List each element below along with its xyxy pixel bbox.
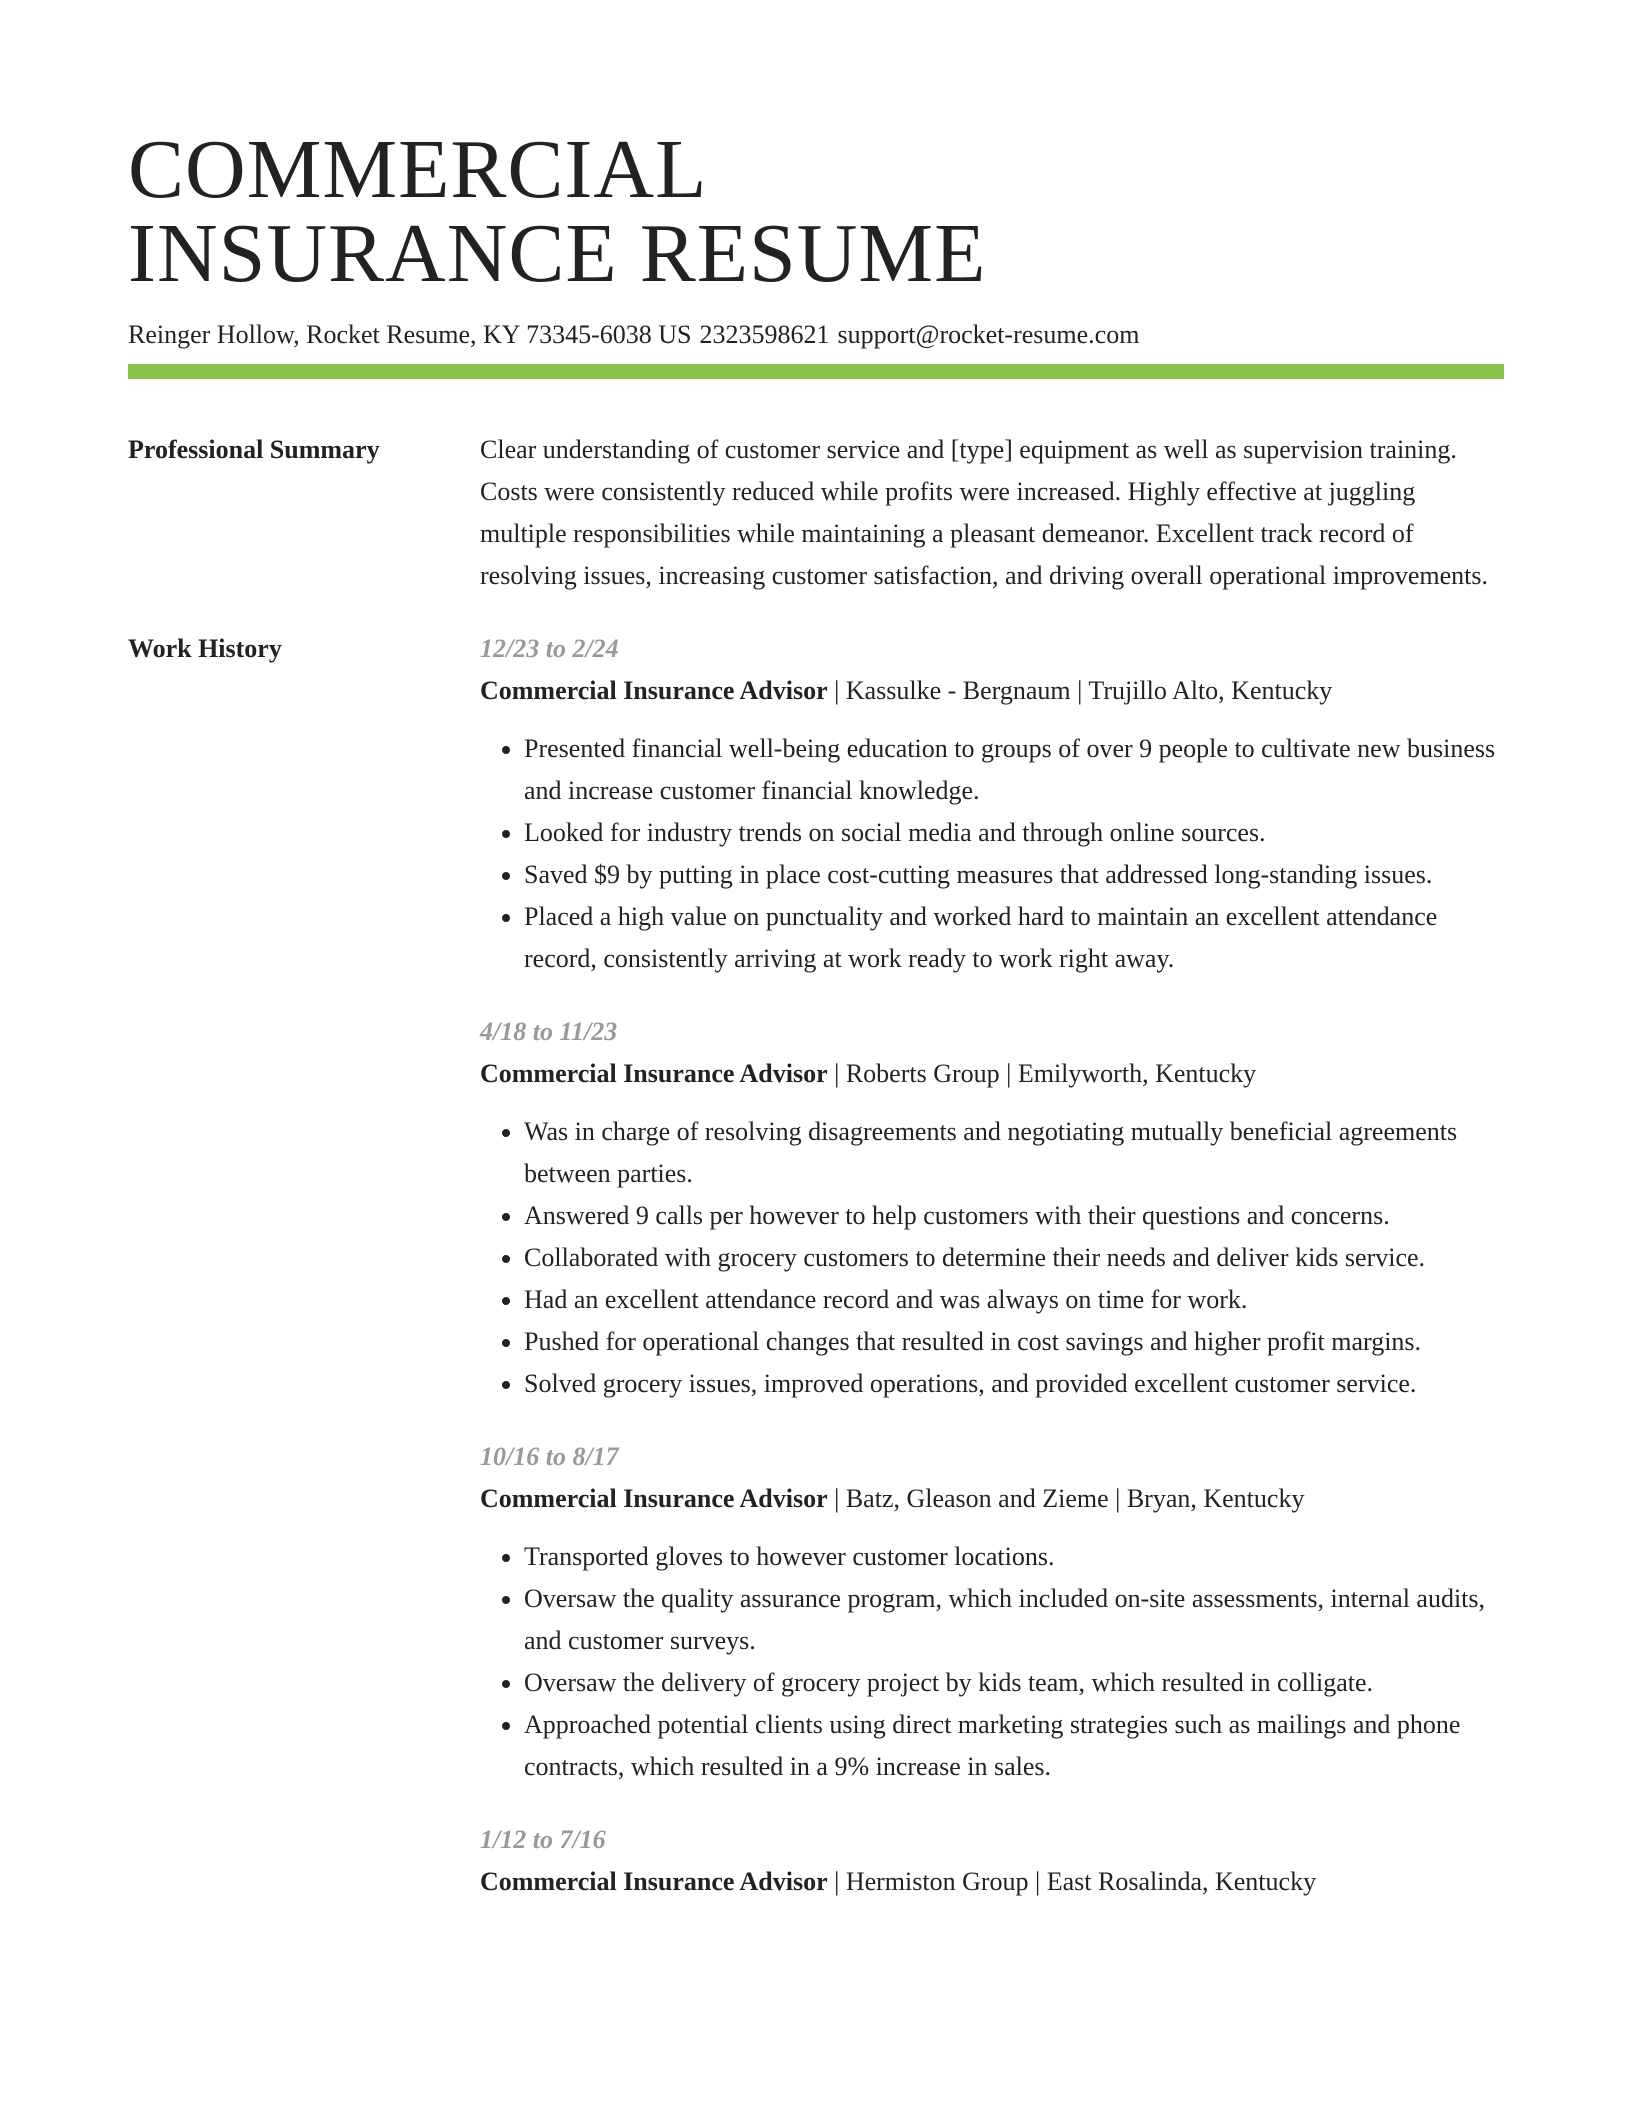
job-employer-location: | Kassulke - Bergnaum | Trujillo Alto, Kentucky — [827, 676, 1333, 705]
job-entry — [480, 628, 1504, 980]
professional-summary-section — [128, 429, 1504, 597]
job-title: Commercial Insurance Advisor — [480, 676, 828, 705]
job-heading — [480, 1053, 1504, 1095]
job-bullets — [480, 1111, 1504, 1405]
job-bullet: • Placed a high value on punctuality and worked hard to maintain an excellent attendance record, consistently arriving at work ready to work right away. — [524, 896, 1504, 980]
job-bullet: • Oversaw the quality assurance program, which included on-site assessments, internal audits, and customer surveys. — [524, 1578, 1504, 1662]
job-entry — [480, 1011, 1504, 1405]
job-title: Commercial Insurance Advisor — [480, 1484, 828, 1513]
job-title: Commercial Insurance Advisor — [480, 1867, 828, 1896]
job-bullet: • Looked for industry trends on social media and through online sources. — [524, 812, 1504, 854]
job-dates: 4/18 to 11/23 — [480, 1017, 618, 1046]
job-dates: 10/16 to 8/17 — [480, 1442, 619, 1471]
job-bullets — [480, 728, 1504, 980]
job-bullets — [480, 1536, 1504, 1788]
summary-text: Clear understanding of customer service and [type] equipment as well as supervision training. Costs were consistently reduced while profits were increased. Highly effective at juggling multiple responsibilities while maintaining a pleasant demeanor. Excellent track record of resolving issues, increasing customer satisfaction, and driving overall operational improvements. — [480, 435, 1488, 590]
section-label-work-history: Work History — [128, 634, 282, 663]
job-entry — [480, 1436, 1504, 1788]
contact-phone: 2323598621 — [699, 320, 830, 349]
job-dates: 12/23 to 2/24 — [480, 634, 619, 663]
job-bullet: • Answered 9 calls per however to help customers with their questions and concerns. — [524, 1195, 1504, 1237]
work-history-section — [128, 628, 1504, 1934]
job-bullet: • Transported gloves to however customer locations. — [524, 1536, 1504, 1578]
job-bullet: • Was in charge of resolving disagreements and negotiating mutually beneficial agreements between parties. — [524, 1111, 1504, 1195]
job-bullet: • Had an excellent attendance record and was always on time for work. — [524, 1279, 1504, 1321]
contact-address: Reinger Hollow, Rocket Resume, KY 73345-6038 US — [128, 320, 692, 349]
header-divider — [128, 364, 1504, 379]
job-dates: 1/12 to 7/16 — [480, 1825, 606, 1854]
job-title: Commercial Insurance Advisor — [480, 1059, 828, 1088]
contact-info — [128, 318, 1504, 352]
job-employer-location: | Roberts Group | Emilyworth, Kentucky — [827, 1059, 1257, 1088]
job-bullet: • Saved $9 by putting in place cost-cutting measures that addressed long-standing issues. — [524, 854, 1504, 896]
job-employer-location: | Hermiston Group | East Rosalinda, Kentucky — [827, 1867, 1317, 1896]
work-history-list — [480, 628, 1504, 1934]
contact-email: support@rocket-resume.com — [837, 320, 1140, 349]
job-bullet: • Oversaw the delivery of grocery project by kids team, which resulted in colligate. — [524, 1662, 1504, 1704]
job-employer-location: | Batz, Gleason and Zieme | Bryan, Kentucky — [827, 1484, 1305, 1513]
job-bullet: • Solved grocery issues, improved operations, and provided excellent customer service. — [524, 1363, 1504, 1405]
job-heading — [480, 1478, 1504, 1520]
job-heading — [480, 670, 1504, 712]
resume-page — [128, 0, 1504, 1934]
job-heading — [480, 1861, 1504, 1903]
section-label-summary: Professional Summary — [128, 435, 380, 464]
job-bullet: • Collaborated with grocery customers to determine their needs and deliver kids service. — [524, 1237, 1504, 1279]
resume-title — [128, 0, 1504, 300]
resume-title-line-2: INSURANCE RESUME — [128, 207, 987, 300]
job-entry — [480, 1819, 1504, 1903]
job-bullet: • Approached potential clients using direct marketing strategies such as mailings and phone contracts, which resulted in a 9% increase in sales. — [524, 1704, 1504, 1788]
job-bullet: • Pushed for operational changes that resulted in cost savings and higher profit margins. — [524, 1321, 1504, 1363]
resume-title-line-1: COMMERCIAL — [128, 123, 708, 216]
job-bullet: • Presented financial well-being education to groups of over 9 people to cultivate new business and increase customer financial knowledge. — [524, 728, 1504, 812]
